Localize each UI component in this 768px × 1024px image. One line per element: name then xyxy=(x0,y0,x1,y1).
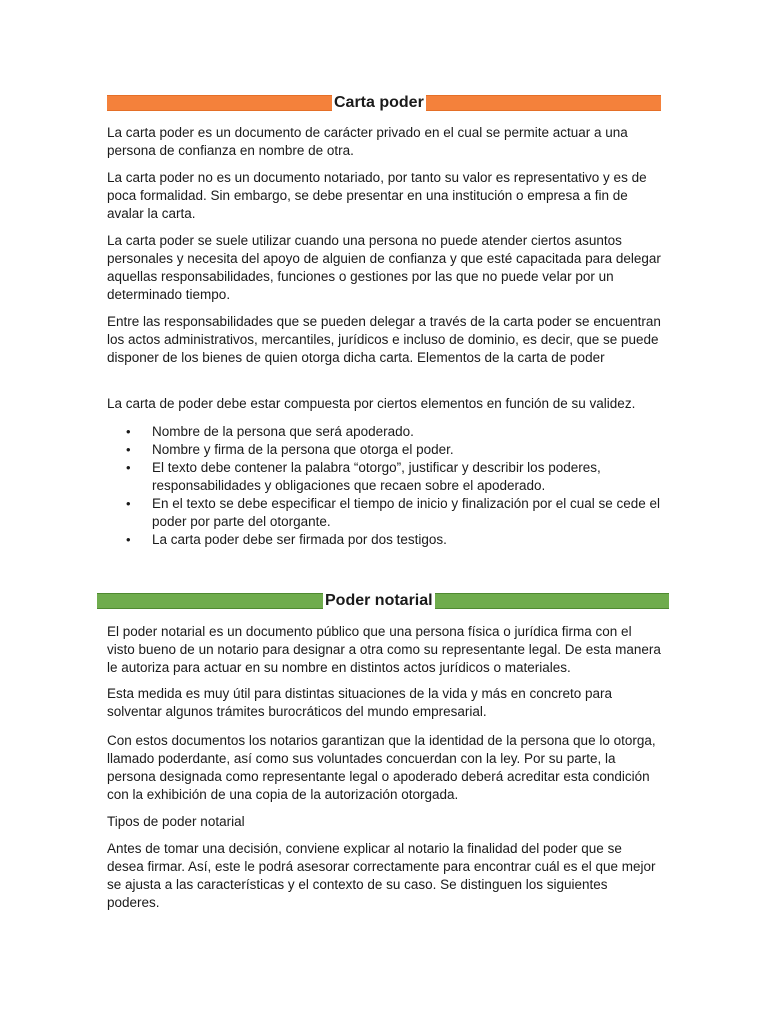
bullet-icon: • xyxy=(126,496,131,511)
list-item: • El texto debe contener la palabra “otorgo”, justificar y describir los poderes, responsabilidades y obligaciones que recaen sobre el apoderado. xyxy=(126,460,601,493)
list-item: • En el texto se debe especificar el tiempo de inicio y finalización por el cual se cede el poder por parte del otorgante. xyxy=(126,496,661,529)
paragraph: La carta de poder debe estar compuesta por ciertos elementos en función de su validez. xyxy=(107,396,636,411)
bullet-icon: • xyxy=(126,460,131,475)
green-rule-right xyxy=(435,593,669,609)
bullet-icon: • xyxy=(126,424,131,439)
paragraph: Tipos de poder notarial xyxy=(107,814,245,829)
paragraph: La carta poder se suele utilizar cuando una persona no puede atender ciertos asuntos personales y necesita del apoyo de alguien de confianza y que esté capacitada para delegar aquellas responsabilidades, funciones o gestiones por las que no puede velar por un determinado tiempo. xyxy=(107,233,661,302)
list-item: • La carta poder debe ser firmada por dos testigos. xyxy=(126,532,447,547)
bullet-list xyxy=(126,423,666,549)
paragraph: Entre las responsabilidades que se pueden delegar a través de la carta poder se encuentran los actos administrativos, mercantiles, jurídicos e incluso de dominio, es decir, que se puede disponer de los bienes de quien otorga dicha carta. Elementos de la carta de poder xyxy=(107,314,661,365)
orange-rule-left xyxy=(107,95,332,111)
bullet-icon: • xyxy=(126,442,131,457)
paragraph: La carta poder no es un documento notariado, por tanto su valor es representativo y es de poca formalidad. Sin embargo, se debe presentar en una institución o empresa a fin de avalar la carta. xyxy=(107,170,647,221)
section-header-carta-poder xyxy=(107,93,661,113)
list-item: • Nombre de la persona que será apoderado. xyxy=(126,424,414,439)
paragraph: Antes de tomar una decisión, conviene explicar al notario la finalidad del poder que se desea firmar. Así, este le podrá asesorar correctamente para encontrar cuál es el que mejor se ajusta a las características y el contexto de su caso. Se distinguen los siguientes poderes. xyxy=(107,841,656,910)
paragraph: Con estos documentos los notarios garantizan que la identidad de la persona que lo otorga, llamado poderdante, así como sus voluntades concuerdan con la ley. Por su parte, la persona designada como representante legal o apoderado deberá acreditar esta condición con la exhibición de una copia de la autorización otorgada. xyxy=(107,733,656,802)
paragraph: Esta medida es muy útil para distintas situaciones de la vida y más en concreto para solventar algunos trámites burocráticos del mundo empresarial. xyxy=(107,686,613,719)
section-title: Carta poder xyxy=(334,94,424,111)
list-item: • Nombre y firma de la persona que otorga el poder. xyxy=(126,442,454,457)
green-rule-left xyxy=(97,593,323,609)
paragraph: La carta poder es un documento de carácter privado en el cual se permite actuar a una persona de confianza en nombre de otra. xyxy=(107,125,628,158)
paragraph: El poder notarial es un documento público que una persona física o jurídica firma con el visto bueno de un notario para designar a otra como su representante legal. De esta manera le autoriza para actuar en su nombre en distintos actos jurídicos o materiales. xyxy=(107,624,661,675)
section-header-poder-notarial xyxy=(97,591,669,611)
bullet-icon: • xyxy=(126,532,131,547)
section-title: Poder notarial xyxy=(325,592,433,609)
orange-rule-right xyxy=(426,95,661,111)
